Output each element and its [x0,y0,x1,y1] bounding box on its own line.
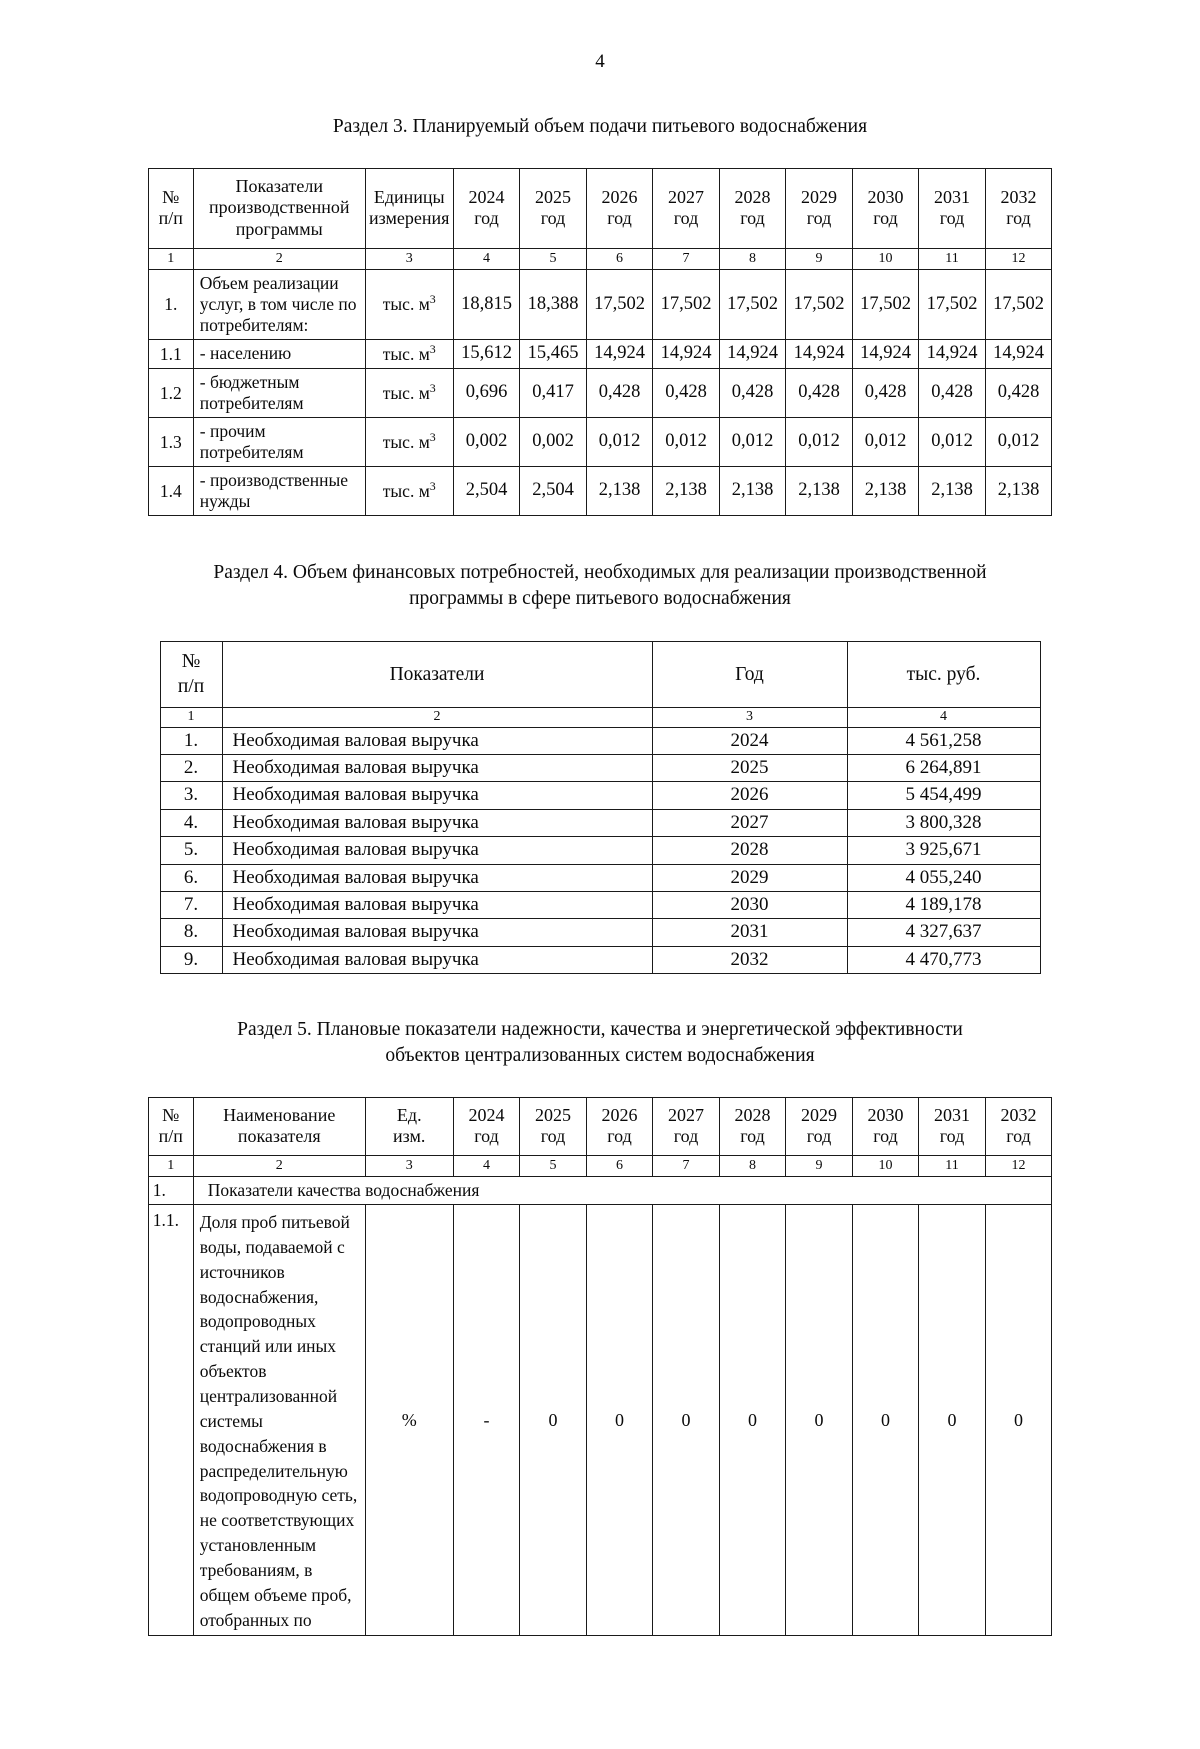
cell-2026: 0,012 [586,417,653,466]
cell-2031: 0,428 [919,368,986,417]
table-row [160,946,1040,973]
colnum-12: 12 [985,1155,1052,1177]
cell-2024: - [453,1205,520,1636]
table-row [160,919,1040,946]
group-no: 1. [148,1177,193,1205]
cell-2026: 14,924 [586,340,653,369]
row-indicator: Необходимая валовая выручка [222,755,652,782]
colnum-3: 3 [365,248,453,270]
cell-2024: 15,612 [453,340,520,369]
colnum-6: 6 [586,248,653,270]
header-year-2025: 2025 год [520,168,587,248]
header-year-2027: 2027 год [653,1097,720,1155]
cell-2025: 15,465 [520,340,587,369]
table-row [148,340,1052,369]
table-row [160,864,1040,891]
colnum-10: 10 [852,248,919,270]
row-no: 5. [160,837,222,864]
section-3-title: Раздел 3. Планируемый объем подачи питьевого водоснабжения [332,116,868,137]
row-no: 1. [160,727,222,754]
row-amount: 5 454,499 [847,782,1040,809]
table-row [148,270,1052,340]
cell-2032: 2,138 [985,466,1052,515]
row-amount: 4 189,178 [847,892,1040,919]
header-indicator: Показатели производственной программы [193,168,365,248]
cell-2025: 0,002 [520,417,587,466]
cell-2027: 17,502 [653,270,720,340]
row-amount: 6 264,891 [847,755,1040,782]
row-no: 2. [160,755,222,782]
row-indicator: Необходимая валовая выручка [222,727,652,754]
colnum-4: 4 [453,248,520,270]
header-amount: тыс. руб. [847,642,1040,708]
cell-2031: 14,924 [919,340,986,369]
column-number-row [160,708,1040,728]
cell-2024: 0,696 [453,368,520,417]
row-name: Доля проб питьевой воды, подаваемой с источников водоснабжения, водопроводных станций или иных объектов централизованной системы водоснабжения в распределительную водопроводную сеть, не соответствующих установленным требованиям, в общем объеме проб, отобранных по [193,1205,365,1636]
cell-2029: 2,138 [786,466,853,515]
colnum-6: 6 [586,1155,653,1177]
colnum-12: 12 [985,248,1052,270]
header-year-2031: 2031 год [919,1097,986,1155]
cell-2024: 18,815 [453,270,520,340]
row-unit: тыс. $м^3$ [365,417,453,466]
header-year-2027: 2027 год [653,168,720,248]
section-4-title [150,560,1050,611]
table-row [148,466,1052,515]
row-amount: 3 925,671 [847,837,1040,864]
row-amount: 4 561,258 [847,727,1040,754]
cell-2029: 0,012 [786,417,853,466]
row-no: 6. [160,864,222,891]
section-5-title-line1: Раздел 5. Плановые показатели надежности, качества и энергетической эффективности [237,1019,963,1041]
row-no: 1. [148,270,193,340]
row-amount: 4 470,773 [847,946,1040,973]
header-year-2032: 2032 год [985,1097,1052,1155]
row-no: 3. [160,782,222,809]
row-indicator: Необходимая валовая выручка [222,919,652,946]
row-year: 2024 [652,727,847,754]
column-number-row [148,248,1052,270]
cell-2026: 0,428 [586,368,653,417]
cell-2024: 0,002 [453,417,520,466]
colnum-11: 11 [919,248,986,270]
cell-2027: 0,428 [653,368,720,417]
header-year-2031: 2031 год [919,168,986,248]
header-year-2030: 2030 год [852,1097,919,1155]
colnum-5: 5 [520,1155,587,1177]
table-row [148,368,1052,417]
section-4-title-line2: программы в сфере питьевого водоснабжения [409,587,791,609]
row-indicator: Необходимая валовая выручка [222,946,652,973]
table-row [160,837,1040,864]
header-year-2025: 2025 год [520,1097,587,1155]
colnum-1: 1 [160,708,222,728]
cell-2029: 14,924 [786,340,853,369]
table-row [160,809,1040,836]
row-indicator: - населению [193,340,365,369]
cell-2029: 0,428 [786,368,853,417]
cell-2032: 17,502 [985,270,1052,340]
row-year: 2032 [652,946,847,973]
row-amount: 3 800,328 [847,809,1040,836]
row-no: 1.1 [148,340,193,369]
header-no: № п/п [148,168,193,248]
row-unit: тыс. $м^3$ [365,340,453,369]
cell-2025: 0,417 [520,368,587,417]
header-name: Наименование показателя [193,1097,365,1155]
header-year-2026: 2026 год [586,1097,653,1155]
column-number-row [148,1155,1052,1177]
colnum-8: 8 [719,1155,786,1177]
row-indicator: - бюджетным потребителям [193,368,365,417]
cell-2026: 17,502 [586,270,653,340]
section-5-title-line2: объектов централизованных систем водоснабжения [385,1044,815,1066]
cell-2028: 14,924 [719,340,786,369]
colnum-8: 8 [719,248,786,270]
table-row [160,892,1040,919]
group-title: Показатели качества водоснабжения [193,1177,1052,1205]
cell-2030: 0,012 [852,417,919,466]
row-indicator: Необходимая валовая выручка [222,809,652,836]
row-unit: тыс. $м^3$ [365,270,453,340]
row-year: 2028 [652,837,847,864]
row-year: 2029 [652,864,847,891]
header-year-2032: 2032 год [985,168,1052,248]
colnum-11: 11 [919,1155,986,1177]
header-year: Год [652,642,847,708]
page-number: 4 [595,51,605,72]
cell-2030: 0,428 [852,368,919,417]
colnum-4: 4 [453,1155,520,1177]
cell-2025: 18,388 [520,270,587,340]
row-unit: тыс. $м^3$ [365,466,453,515]
colnum-1: 1 [148,248,193,270]
row-indicator: Объем реализации услуг, в том числе по потребителям: [193,270,365,340]
cell-2030: 14,924 [852,340,919,369]
cell-2032: 14,924 [985,340,1052,369]
header-units: Единицы измерения [365,168,453,248]
table-header-row [160,642,1040,708]
row-year: 2026 [652,782,847,809]
table-group-row [148,1177,1052,1205]
header-year-2024: 2024 год [453,168,520,248]
table-row [160,755,1040,782]
cell-2027: 0 [653,1205,720,1636]
cell-2031: 2,138 [919,466,986,515]
cell-2028: 0 [719,1205,786,1636]
section-4-title-line1: Раздел 4. Объем финансовых потребностей, необходимых для реализации производственной [213,561,987,583]
header-indicator: Показатели [222,642,652,708]
table-planned-supply-volume [148,168,1053,516]
row-year: 2031 [652,919,847,946]
row-year: 2025 [652,755,847,782]
colnum-9: 9 [786,248,853,270]
row-amount: 4 055,240 [847,864,1040,891]
table-row [160,727,1040,754]
colnum-3: 3 [652,708,847,728]
row-indicator: - производственные нужды [193,466,365,515]
section-5-title [150,1017,1050,1068]
row-amount: 4 327,637 [847,919,1040,946]
row-no: 8. [160,919,222,946]
header-year-2028: 2028 год [719,168,786,248]
row-year: 2030 [652,892,847,919]
header-year-2029: 2029 год [786,168,853,248]
row-no: 9. [160,946,222,973]
cell-2027: 0,012 [653,417,720,466]
table-row [148,1205,1052,1636]
cell-2029: 17,502 [786,270,853,340]
header-year-2024: 2024 год [453,1097,520,1155]
colnum-4: 4 [847,708,1040,728]
document-page [0,52,1200,1749]
row-indicator: Необходимая валовая выручка [222,782,652,809]
table-header-row [148,1097,1052,1155]
cell-2031: 17,502 [919,270,986,340]
colnum-2: 2 [222,708,652,728]
row-unit: % [365,1205,453,1636]
cell-2027: 14,924 [653,340,720,369]
header-year-2030: 2030 год [852,168,919,248]
colnum-2: 2 [193,248,365,270]
colnum-10: 10 [852,1155,919,1177]
row-year: 2027 [652,809,847,836]
colnum-7: 7 [653,248,720,270]
colnum-1: 1 [148,1155,193,1177]
cell-2032: 0,428 [985,368,1052,417]
cell-2028: 17,502 [719,270,786,340]
cell-2026: 2,138 [586,466,653,515]
row-no: 7. [160,892,222,919]
row-no: 4. [160,809,222,836]
header-year-2029: 2029 год [786,1097,853,1155]
row-no: 1.3 [148,417,193,466]
colnum-9: 9 [786,1155,853,1177]
cell-2032: 0,012 [985,417,1052,466]
cell-2026: 0 [586,1205,653,1636]
header-year-2028: 2028 год [719,1097,786,1155]
colnum-5: 5 [520,248,587,270]
cell-2030: 2,138 [852,466,919,515]
header-year-2026: 2026 год [586,168,653,248]
cell-2032: 0 [985,1205,1052,1636]
table-financial-needs [160,641,1041,974]
cell-2029: 0 [786,1205,853,1636]
cell-2030: 17,502 [852,270,919,340]
row-no: 1.2 [148,368,193,417]
row-indicator: Необходимая валовая выручка [222,864,652,891]
cell-2027: 2,138 [653,466,720,515]
colnum-7: 7 [653,1155,720,1177]
table-reliability-indicators [148,1097,1053,1637]
row-indicator: - прочим потребителям [193,417,365,466]
cell-2031: 0,012 [919,417,986,466]
cell-2030: 0 [852,1205,919,1636]
table-header-row [148,168,1052,248]
header-unit: Ед. изм. [365,1097,453,1155]
cell-2031: 0 [919,1205,986,1636]
header-no: № п/п [160,642,222,708]
cell-2028: 2,138 [719,466,786,515]
row-unit: тыс. $м^3$ [365,368,453,417]
cell-2024: 2,504 [453,466,520,515]
row-indicator: Необходимая валовая выручка [222,892,652,919]
row-indicator: Необходимая валовая выручка [222,837,652,864]
cell-2028: 0,428 [719,368,786,417]
colnum-2: 2 [193,1155,365,1177]
cell-2025: 0 [520,1205,587,1636]
cell-2028: 0,012 [719,417,786,466]
header-no: № п/п [148,1097,193,1155]
colnum-3: 3 [365,1155,453,1177]
row-no: 1.4 [148,466,193,515]
table-row [148,417,1052,466]
cell-2025: 2,504 [520,466,587,515]
row-no: 1.1. [148,1205,193,1636]
table-row [160,782,1040,809]
